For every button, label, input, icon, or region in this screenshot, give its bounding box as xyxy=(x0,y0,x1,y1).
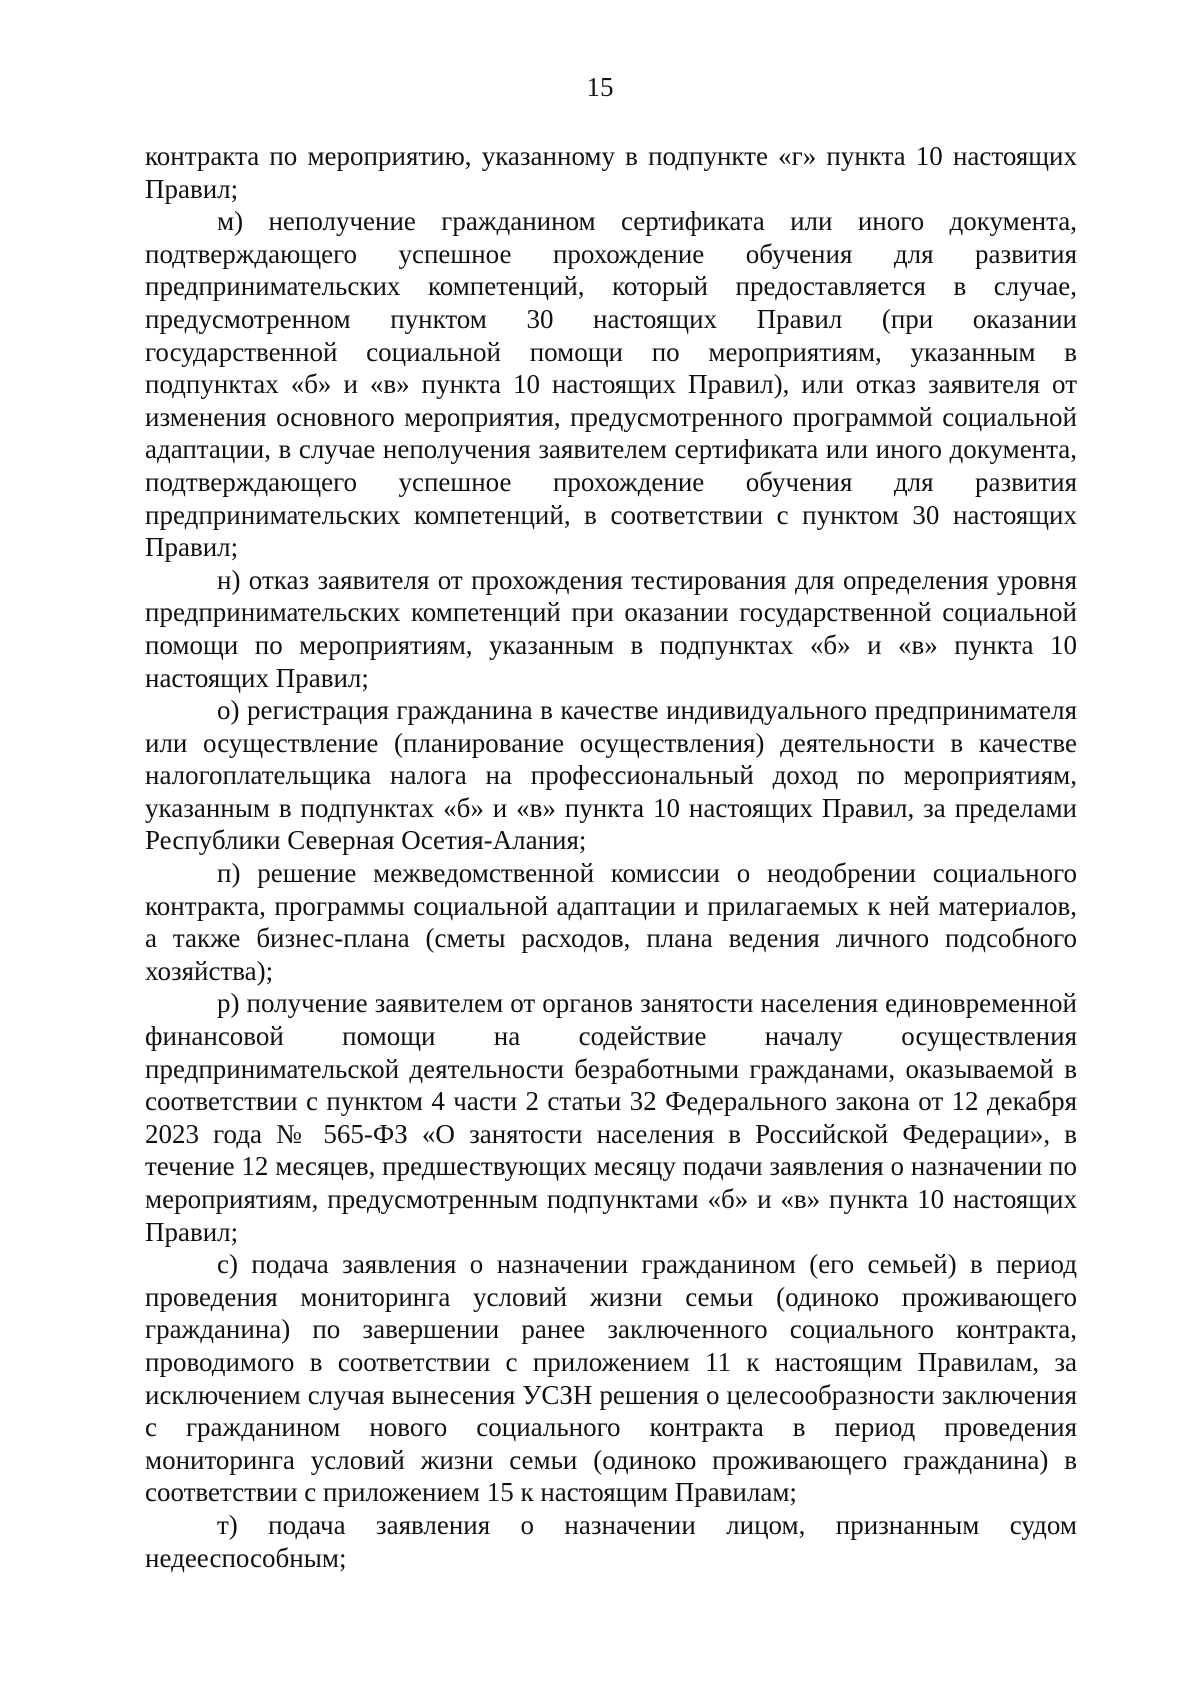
paragraph-continuation: контракта по мероприятию, указанному в подпункте «г» пункта 10 настоящих Правил; xyxy=(145,141,1077,204)
paragraph-item-o: о) регистрация гражданина в качестве индивидуального предпринимателя или осуществление (планирование осуществления) деятельности в качестве налогоплательщика налога на профессиональный доход по мероприятиям, указанным в подпунктах «б» и «в» пункта 10 настоящих Правил, за пределами Республики Северная Осетия-Алания; xyxy=(145,695,1077,856)
paragraph-item-m: м) неполучение гражданином сертификата или иного документа, подтверждающего успешное прохождение обучения для развития предпринимательских компетенций, который предоставляется в случае, предусмотренном пунктом 30 настоящих Правил (при оказании государственной социальной помощи по мероприятиям, указанным в подпунктах «б» и «в» пункта 10 настоящих Правил), или отказ заявителя от изменения основного мероприятия, предусмотренного программой социальной адаптации, в случае неполучения заявителем сертификата или иного документа, подтверждающего успешное прохождение обучения для развития предпринимательских компетенций, в соответствии с пунктом 30 настоящих Правил; xyxy=(145,206,1077,563)
page-number: 15 xyxy=(586,72,614,102)
paragraph-item-p: п) решение межведомственной комиссии о неодобрении социального контракта, программы социальной адаптации и прилагаемых к ней материалов, а также бизнес-плана (сметы расходов, плана ведения личного подсобного хозяйства); xyxy=(145,858,1077,986)
paragraph-item-n: н) отказ заявителя от прохождения тестирования для определения уровня предпринимательских компетенций при оказании государственной социальной помощи по мероприятиям, указанным в подпунктах «б» и «в» пункта 10 настоящих Правил; xyxy=(145,564,1077,693)
paragraph-item-s: с) подача заявления о назначении гражданином (его семьей) в период проведения мониторинга условий жизни семьи (одиноко проживающего гражданина) по завершении ранее заключенного социального контракта, проводимого в соответствии с приложением 11 к настоящим Правилам, за исключением случая вынесения УСЗН решения о целесообразности заключения с гражданином нового социального контракта в период проведения мониторинга условий жизни семьи (одиноко проживающего гражданина) в соответствии с приложением 15 к настоящим Правилам; xyxy=(145,1249,1077,1508)
paragraph-item-t: т) подача заявления о назначении лицом, признанным судом недееспособным; xyxy=(145,1509,1077,1573)
paragraph-item-r: р) получение заявителем от органов занятости населения единовременной финансовой помощи на содействие началу осуществления предпринимательской деятельности безработными гражданами, оказываемой в соответствии с пунктом 4 части 2 статьи 32 Федерального закона от 12 декабря 2023 года № 565-ФЗ «О занятости населения в Российской Федерации», в течение 12 месяцев, предшествующих месяцу подачи заявления о назначении по мероприятиям, предусмотренным подпунктами «б» и «в» пункта 10 настоящих Правил; xyxy=(145,988,1077,1247)
document-body xyxy=(145,140,1077,1574)
